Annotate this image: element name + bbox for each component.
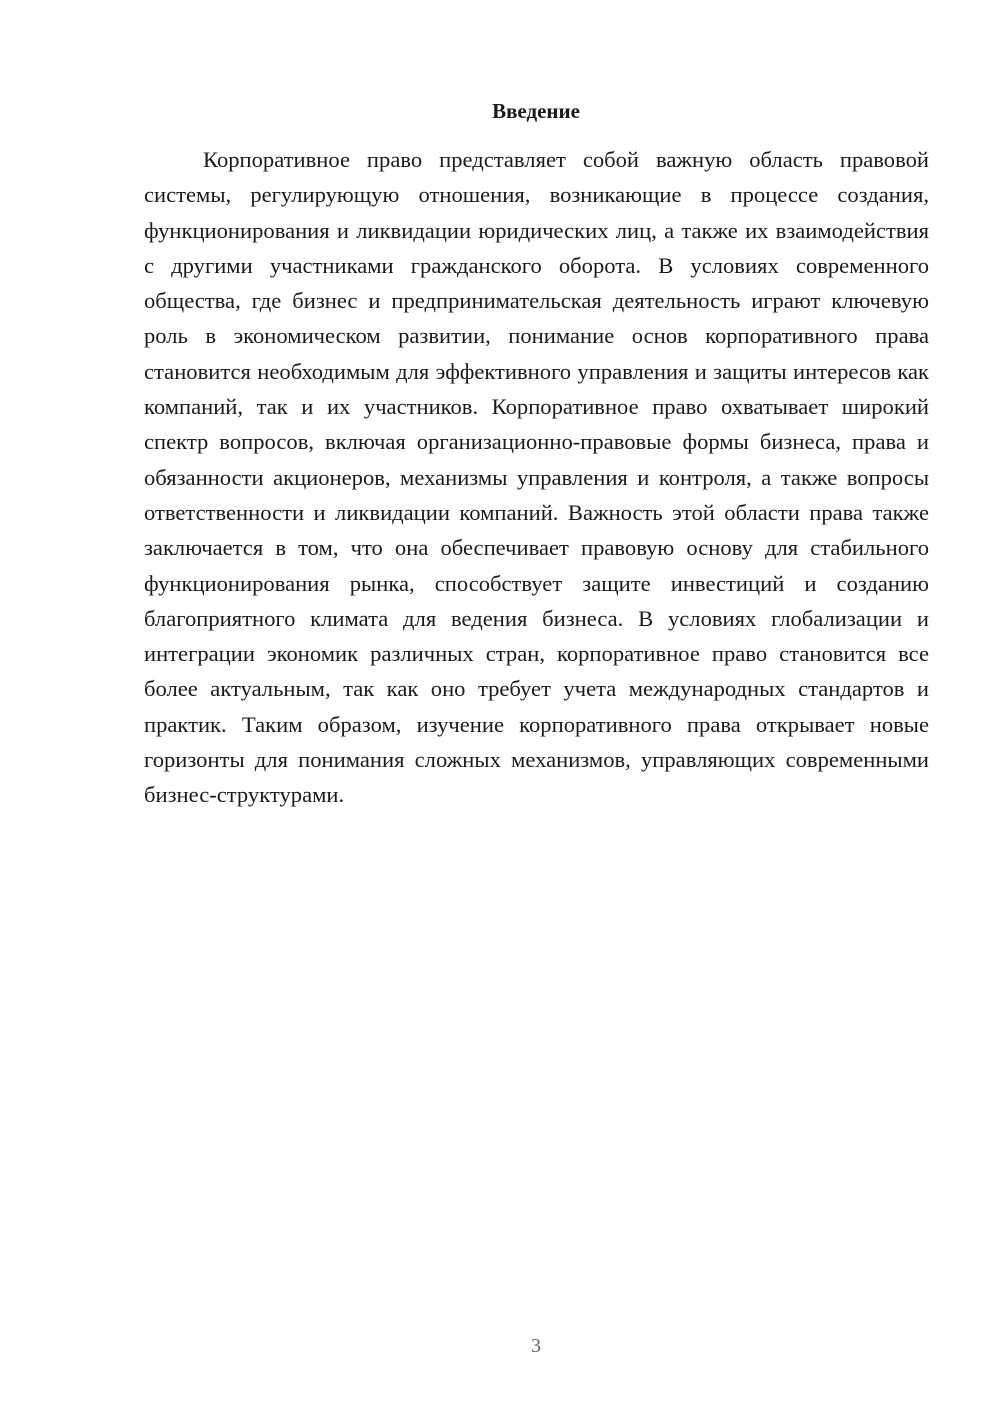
section-heading: Введение [492, 99, 580, 123]
body-paragraph: Корпоративное право представляет собой важную область правовой системы, регулирующую отношения, возникающие в процессе создания, функционирования и ликвидации юридических лиц, а также их взаимодействия с другими участниками гражданского оборота. В условиях современного общества, где бизнес и предпринимательская деятельность играют ключевую роль в экономическом развитии, понимание основ корпоративного права становится необходимым для эффективного управления и защиты интересов как компаний, так и их участников. Корпоративное право охватывает широкий спектр вопросов, включая организационно-правовые формы бизнеса, права и обязанности акционеров, механизмы управления и контроля, а также вопросы ответственности и ликвидации компаний. Важность этой области права также заключается в том, что она обеспечивает правовую основу для стабильного функционирования рынка, способствует защите инвестиций и созданию благоприятного климата для ведения бизнеса. В условиях глобализации и интеграции экономик различных стран, корпоративное право становится все более актуальным, так как оно требует учета международных стандартов и практик. Таким образом, изучение корпоративного права открывает новые горизонты для понимания сложных механизмов, управляющих современными бизнес-структурами. [144, 147, 929, 808]
page-number: 3 [531, 1335, 541, 1357]
